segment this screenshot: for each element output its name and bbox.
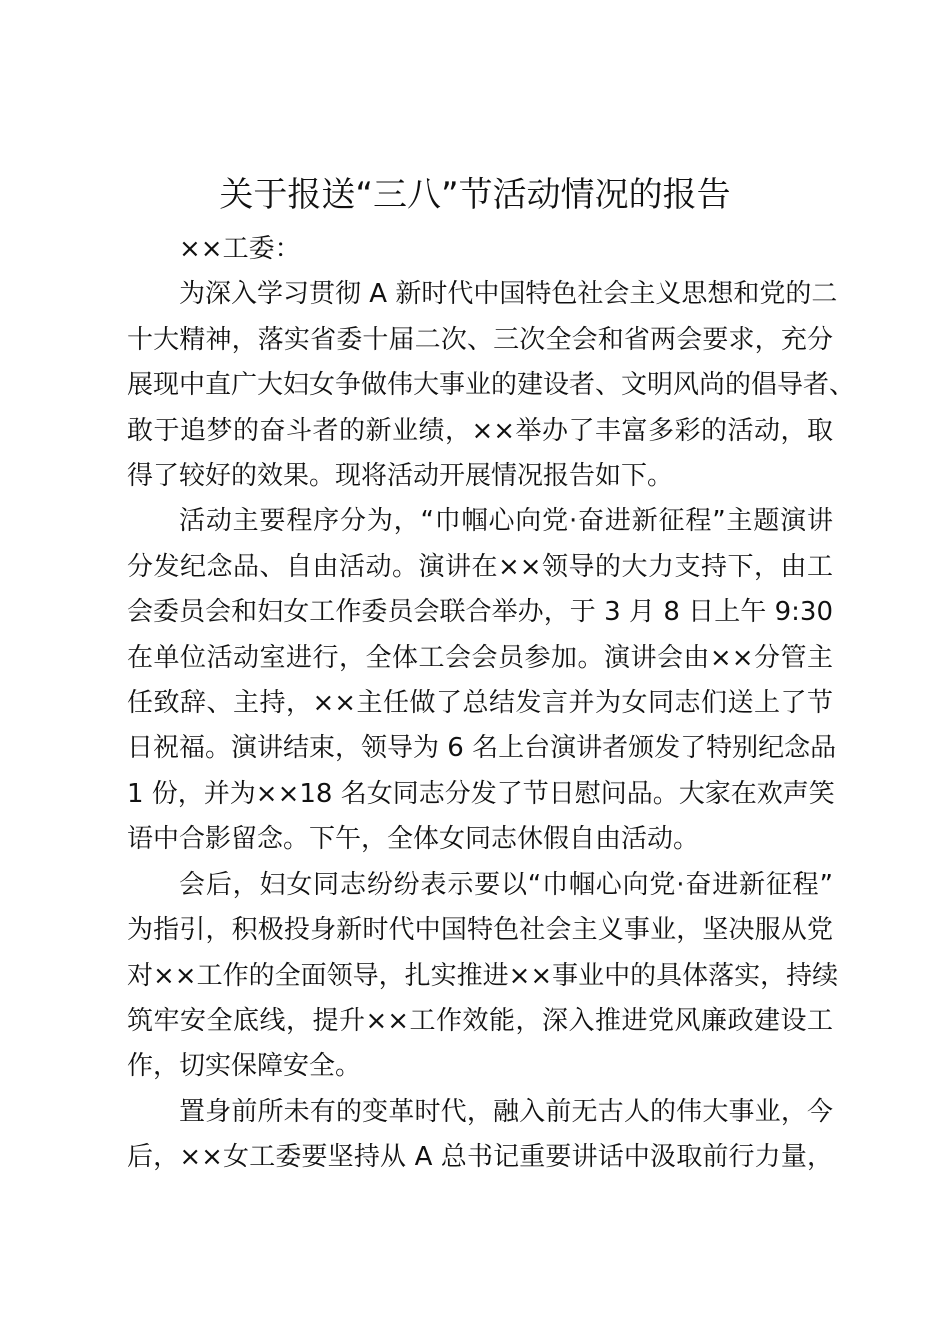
paragraph-line: 十大精神，落实省委十届二次、三次全会和省两会要求，充分 (127, 324, 833, 355)
paragraph-line: 会后，妇女同志纷纷表示要以“巾帼心向党·奋进新征程” (179, 869, 833, 900)
paragraph-line: 在单位活动室进行，全体工会会员参加。演讲会由××分管主 (127, 642, 833, 673)
paragraph-activity-program (127, 499, 837, 862)
paragraph-aftermath (127, 863, 839, 1090)
paragraph-line: 对××工作的全面领导，扎实推进××事业中的具体落实，持续 (127, 960, 839, 991)
document-body (127, 227, 856, 1181)
paragraph-line: 得了较好的效果。现将活动开展情况报告如下。 (127, 461, 674, 492)
paragraph-line: 筑牢安全底线，提升××工作效能，深入推进党风廉政建设工 (127, 1005, 833, 1036)
paragraph-line: 敢于追梦的奋斗者的新业绩，××举办了丰富多彩的活动，取 (127, 415, 833, 446)
paragraph-line: 1 份，并为××18 名女同志分发了节日慰问品。大家在欢声笑 (127, 778, 835, 809)
paragraph-purpose (127, 272, 856, 499)
paragraph-line: 后，××女工委要坚持从 A 总书记重要讲话中汲取前行力量， (127, 1142, 833, 1173)
paragraph-line: 为深入学习贯彻 A 新时代中国特色社会主义思想和党的二 (179, 279, 838, 310)
salutation: ××工委： (179, 234, 301, 264)
paragraph-line: 日祝福。演讲结束，领导为 6 名上台演讲者颁发了特别纪念品 (127, 733, 837, 764)
paragraph-line: 置身前所未有的变革时代，融入前无古人的伟大事业，今 (179, 1096, 833, 1127)
paragraph-line: 任致辞、主持，××主任做了总结发言并为女同志们送上了节 (127, 688, 833, 719)
paragraph-line: 作，切实保障安全。 (127, 1051, 362, 1082)
document-title: 关于报送“三八”节活动情况的报告 (219, 175, 731, 215)
paragraph-line: 活动主要程序分为，“巾帼心向党·奋进新征程”主题演讲 (179, 506, 833, 537)
paragraph-line: 分发纪念品、自由活动。演讲在××领导的大力支持下，由工 (127, 551, 833, 582)
paragraph-line: 会委员会和妇女工作委员会联合举办，于 3 月 8 日上午 9:30 (127, 597, 833, 628)
paragraph-outlook (127, 1090, 833, 1181)
paragraph-line: 为指引，积极投身新时代中国特色社会主义事业，坚决服从党 (127, 915, 833, 946)
paragraph-line: 展现中直广大妇女争做伟大事业的建设者、文明风尚的倡导者、 (127, 370, 856, 401)
paragraph-line: 语中合影留念。下午，全体女同志休假自由活动。 (127, 824, 700, 855)
